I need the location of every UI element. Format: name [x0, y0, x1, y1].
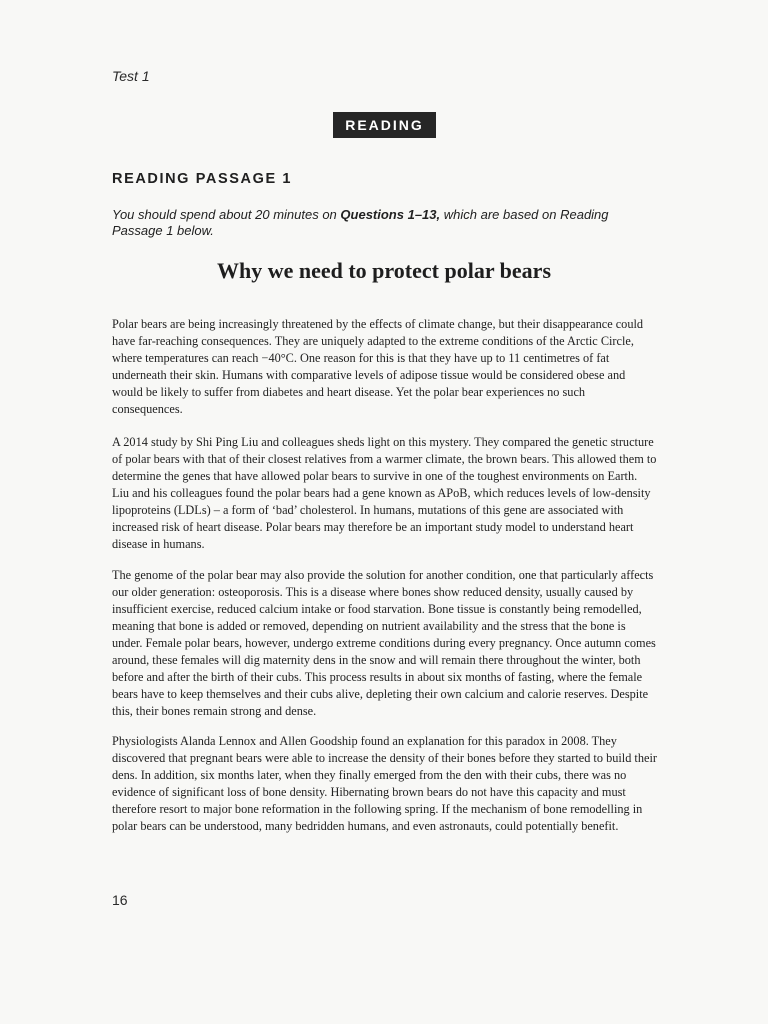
- instruction-before: You should spend about 20 minutes on: [112, 207, 341, 222]
- reading-section-banner: READING: [333, 112, 436, 138]
- instruction-text: [112, 207, 657, 239]
- passage-heading: READING PASSAGE 1: [112, 171, 293, 187]
- passage-title: Why we need to protect polar bears: [216, 258, 552, 283]
- instruction-questions: Questions 1–13,: [340, 207, 441, 222]
- paragraph-4: Physiologists Alanda Lennox and Allen Goodship found an explanation for this paradox in 2008. They discovered that pregnant bears were able to increase the density of their bones before they started to build their dens. In addition, six months later, when they finally emerged from the den with their cubs, there was no evidence of significant loss of bone density. Hibernating brown bears do not have this capacity and must therefore resort to major bone reformation in the following spring. If the mechanism of bone remodelling in polar bears can be understood, many bedridden humans, and even astronauts, could potentially benefit.: [112, 734, 657, 834]
- page-number: 16: [112, 892, 128, 908]
- test-label: Test 1: [112, 68, 150, 84]
- paragraph-3: The genome of the polar bear may also provide the solution for another condition, one that particularly affects our older generation: osteoporosis. This is a disease where bones show reduced density, usually caused by insufficient exercise, reduced calcium intake or food starvation. Bone tissue is constantly being remodelled, meaning that bone is added or removed, depending on nutrient availability and the stress that the bone is under. Female polar bears, however, undergo extreme conditions during every pregnancy. Once autumn comes around, these females will dig maternity dens in the snow and will remain there throughout the winter, both before and after the birth of their cubs. This process results in about six months of fasting, where the female bears have to keep themselves and their cubs alive, depleting their own calcium and calorie reserves. Despite this, their bones remain strong and dense.: [112, 568, 656, 719]
- paragraph-1: Polar bears are being increasingly threatened by the effects of climate change, but their disappearance could have far-reaching consequences. They are uniquely adapted to the extreme conditions of the Arctic Circle, where temperatures can reach −40°C. One reason for this is that they have up to 11 centimetres of fat underneath their skin. Humans with comparative levels of adipose tissue would be considered obese and would be likely to suffer from diabetes and heart disease. Yet the polar bear experiences no such consequences.: [112, 317, 644, 417]
- paragraph-2: A 2014 study by Shi Ping Liu and colleagues sheds light on this mystery. They compared the genetic structure of polar bears with that of their closest relatives from a warmer climate, the brown bears. This allowed them to determine the genes that have allowed polar bears to survive in one of the toughest environments on Earth. Liu and his colleagues found the polar bears had a gene known as APoB, which reduces levels of low-density lipoproteins (LDLs) – a form of ‘bad’ cholesterol. In humans, mutations of this gene are associated with increased risk of heart disease. Polar bears may therefore be an important study model to understand heart disease in humans.: [112, 435, 657, 552]
- instruction-after: which are based on Reading Passage 1 below.: [112, 207, 609, 238]
